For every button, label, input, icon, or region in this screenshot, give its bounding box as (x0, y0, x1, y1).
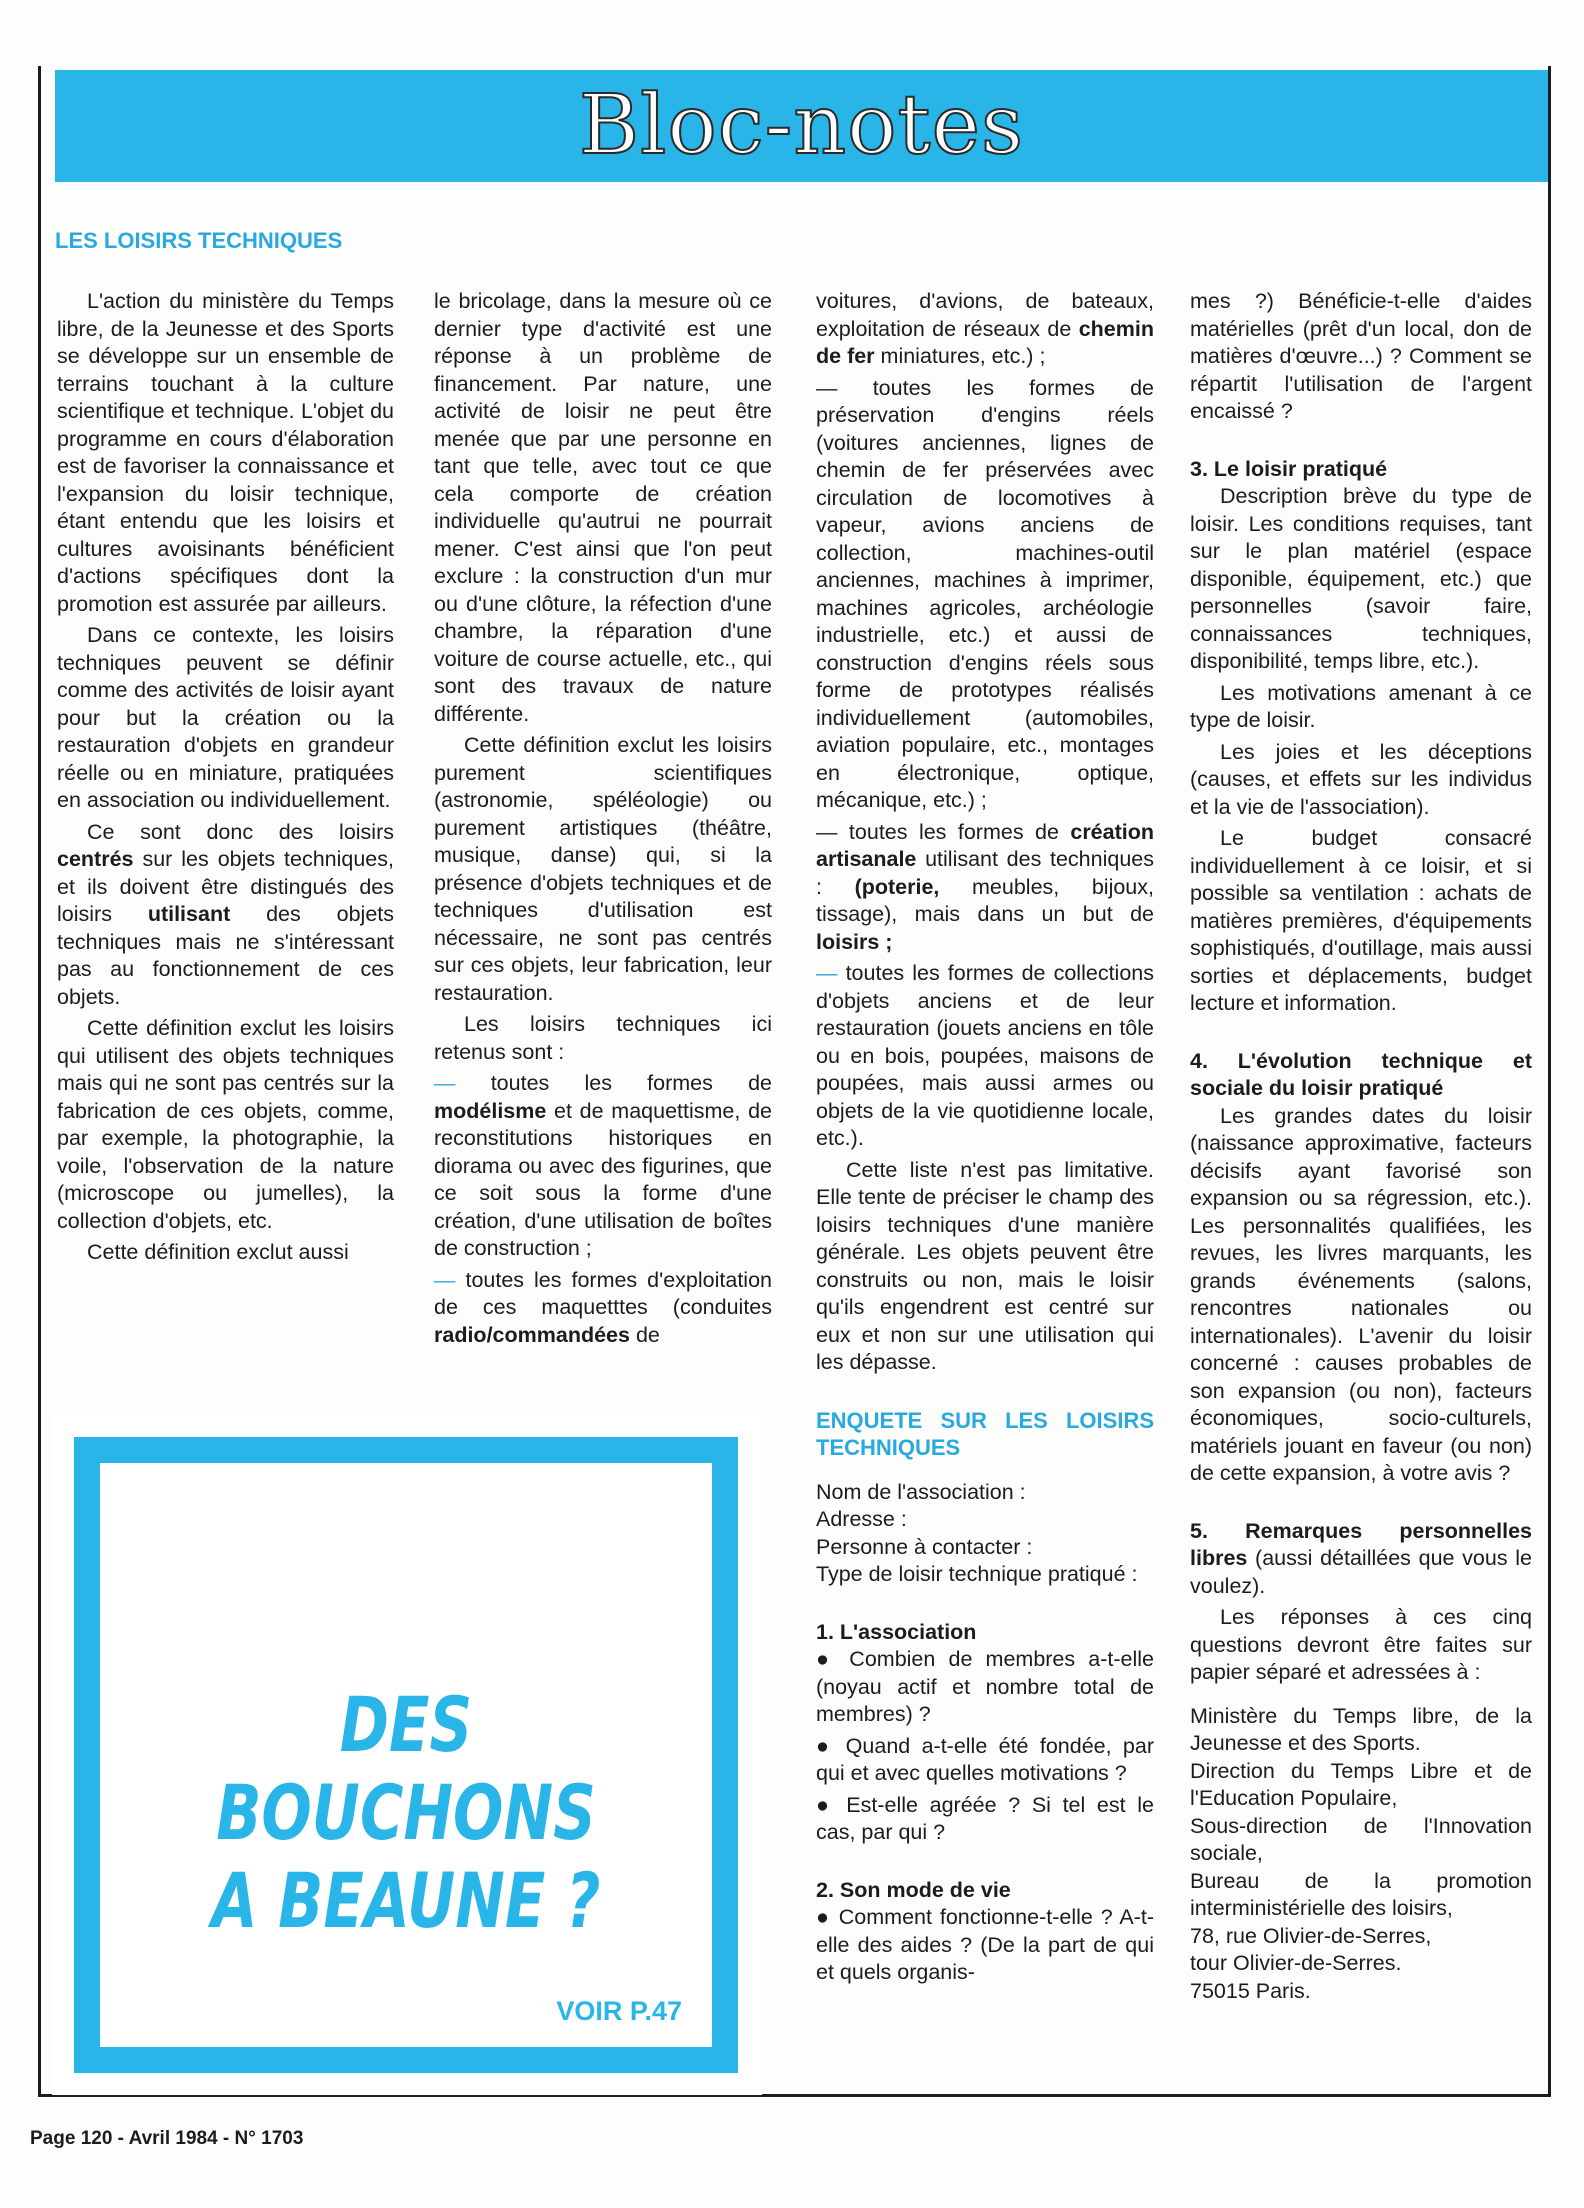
paragraph: Les joies et les déceptions (causes, et effets sur les individus et la vie de l'association). (1190, 739, 1532, 819)
form-field-label: Nom de l'association : (816, 1479, 1026, 1504)
survey-section-heading: 4. L'évolution technique et sociale du loisir pratiqué (1190, 1048, 1532, 1100)
section-title: LES LOISIRS TECHNIQUES (55, 228, 343, 253)
question: ● Comment fonctionne-t-elle ? A-t-elle des aides ? (De la part de qui et quels organis- (816, 1905, 1154, 1984)
paragraph: L'action du ministère du Temps libre, de la Jeunesse et des Sports se développe sur un ensemble de terrains touchant à la culture scientifique et technique. L'objet du programme en cours d'élaboration est de favoriser la connaissance et l'expansion du loisir technique, étant entendu que les loisirs et cultures avoisinants bénéficient d'actions spécifiques dont la promotion est assurée par ailleurs. (57, 289, 394, 616)
advertisement (52, 1415, 762, 2095)
paragraph: mes ?) Bénéficie-t-elle d'aides matérielles (prêt d'un local, don de matières d'œuvre...) ? Comment se répartit l'utilisation de l'argent encaissé ? (1190, 289, 1532, 423)
question: ● Est-elle agréée ? Si tel est le cas, par qui ? (816, 1792, 1154, 1844)
list-item: — toutes les formes de création artisanale utilisant des techniques : (poterie, meubles, bijoux, tissage), mais dans un but de loisirs ; (816, 819, 1154, 954)
column-1 (57, 288, 394, 1271)
paragraph: Le budget consacré individuellement à ce loisir, et si possible sa ventilation : achats de matières premières, d'équipements sophistiqués, d'outillage, mais aussi sorties et déplacements, budget lecture et information. (1190, 826, 1532, 1015)
paragraph: 5. Remarques personnelles libres (aussi détaillées que vous le voulez). (1190, 1518, 1532, 1598)
paragraph: Les grandes dates du loisir (naissance approximative, facteurs décisifs ayant favorisé son expansion ou sa régression, etc.). Les personnalités qualifiées, les revues, les livres marquants, les grands événements (salons, rencontres nationales ou internationales). L'avenir du loisir concerné : causes probables de son expansion (ou non), facteurs économiques, socio-culturels, matériels jouant en faveur (ou non) de cette expansion, à votre avis ? (1190, 1103, 1532, 1485)
ad-frame (74, 1437, 738, 2073)
page-footer: Page 120 - Avril 1984 - N° 1703 (30, 2128, 304, 2149)
page-title: Bloc-notes (578, 78, 1025, 173)
address-line: Sous-direction de l'Innovation sociale, (1190, 1813, 1532, 1865)
form-field-label: Adresse : (816, 1507, 907, 1531)
left-rule (38, 66, 41, 2096)
address-line: 78, rue Olivier-de-Serres, (1190, 1923, 1432, 1948)
paragraph: voitures, d'avions, de bateaux, exploitation de réseaux de chemin de fer miniatures, etc.) ; (816, 289, 1154, 368)
column-4 (1190, 288, 1532, 2005)
paragraph: Dans ce contexte, les loisirs techniques peuvent se définir comme des activités de loisir ayant pour but la création ou la restauration d'objets en grandeur réelle ou en miniature, pratiquées en association ou individuellement. (57, 623, 394, 812)
paragraph: Cette définition exclut les loisirs purement scientifiques (astronomie, spéléologie) ou purement artistiques (théâtre, musique, danse) qui, si la présence d'objets techniques et de techniques d'utilisation est nécessaire, ne sont pas centrés sur ces objets, leur fabrication, leur restauration. (434, 733, 772, 1005)
right-rule (1548, 66, 1551, 2096)
paragraph: Les motivations amenant à ce type de loisir. (1190, 680, 1532, 732)
address-line: Ministère du Temps libre, de la Jeunesse et des Sports. (1190, 1703, 1532, 1755)
column-3 (816, 288, 1154, 1991)
paragraph: Cette définition exclut aussi (87, 1240, 349, 1264)
form-field-label: Type de loisir technique pratiqué : (816, 1562, 1138, 1586)
address-line: Bureau de la promotion interministérielle des loisirs, (1190, 1868, 1532, 1920)
paragraph: Ce sont donc des loisirs centrés sur les objets techniques, et ils doivent être distingués des loisirs utilisant des objets techniques mais ne s'intéressant pas au fonctionnement de ces objets. (57, 819, 394, 1009)
paragraph: Description brève du type de loisir. Les conditions requises, tant sur le plan matériel (espace disponible, équipement, etc.) que personnelles (savoir faire, connaissances techniques, disponibilité, temps libre, etc.). (1190, 484, 1532, 673)
address-line: Direction du Temps Libre et de l'Education Populaire, (1190, 1758, 1532, 1810)
question: ● Quand a-t-elle été fondée, par qui et avec quelles motivations ? (816, 1733, 1154, 1785)
paragraph: Cette liste n'est pas limitative. Elle tente de préciser le champ des loisirs techniques d'une manière générale. Les objets peuvent être construits ou non, mais le loisir qu'ils engendrent est centré sur eux et non sur une utilisation qui les dépasse. (816, 1157, 1154, 1374)
paragraph: Cette définition exclut les loisirs qui utilisent des objets techniques mais qui ne sont pas centrés sur la fabrication de ces objets, comme, par exemple, la photographie, la voile, l'observation de la nature (microscope ou jumelles), la collection d'objets, etc. (57, 1016, 394, 1233)
ad-page-reference: VOIR P.47 (556, 1996, 682, 2026)
address-line: tour Olivier-de-Serres. (1190, 1951, 1402, 1975)
paragraph: Les réponses à ces cinq questions devront être faites sur papier séparé et adressées à : (1190, 1605, 1532, 1684)
survey-section-heading: 3. Le loisir pratiqué (1190, 456, 1388, 481)
ad-headline: DES BOUCHONS A BEAUNE ? (211, 1680, 601, 1945)
paragraph: le bricolage, dans la mesure où ce dernier type d'activité est une réponse à un problème de financement. Par nature, une activité de loisir ne peut être menée que par une personne en tant que telle, avec tout ce que cela comporte de création individuelle qu'autrui ne pourrait mener. C'est ainsi que l'on peut exclure : la construction d'un mur ou d'une clôture, la réfection d'une chambre, la réparation d'une voiture de course actuelle, etc., qui sont des travaux de nature différente. (434, 289, 772, 726)
list-item: — toutes les formes d'exploitation de ces maquetttes (conduites radio/commandées de (434, 1267, 772, 1347)
list-item: — toutes les formes de préservation d'engins réels (voitures anciennes, lignes de chemin de fer préservées avec circulation de locomotives à vapeur, avions anciens de collection, machines-outil anciennes, machines à imprimer, machines agricoles, archéologie industrielle, etc.) et aussi de construction d'engins réels sous forme de prototypes réalisés individuellement (automobiles, aviation populaire, etc., montages en électronique, optique, mécanique, etc.) ; (816, 375, 1154, 812)
list-item: — toutes les formes de modélisme et de maquettisme, de reconstitutions historiques en diorama ou avec des figurines, que ce soit sous la forme d'une création, d'une utilisation de boîtes de construction ; (434, 1071, 772, 1260)
survey-section-heading: 1. L'association (816, 1619, 977, 1644)
question: ● Combien de membres a-t-elle (noyau actif et nombre total de membres) ? (816, 1647, 1154, 1726)
survey-section-heading: 2. Son mode de vie (816, 1877, 1011, 1902)
form-field-label: Personne à contacter : (816, 1534, 1033, 1559)
column-2 (434, 288, 772, 1353)
survey-title: ENQUETE SUR LES LOISIRS TECHNIQUES (816, 1407, 1154, 1460)
header-banner (55, 70, 1548, 182)
paragraph: Les loisirs techniques ici retenus sont : (434, 1012, 772, 1064)
list-item: — toutes les formes de collections d'objets anciens et de leur restauration (jouets anciens en tôle ou en bois, poupées, maisons de poupées, mais aussi armes ou objets de la vie quotidienne locale, etc.). (816, 961, 1154, 1150)
address-line: 75015 Paris. (1190, 1978, 1311, 2003)
